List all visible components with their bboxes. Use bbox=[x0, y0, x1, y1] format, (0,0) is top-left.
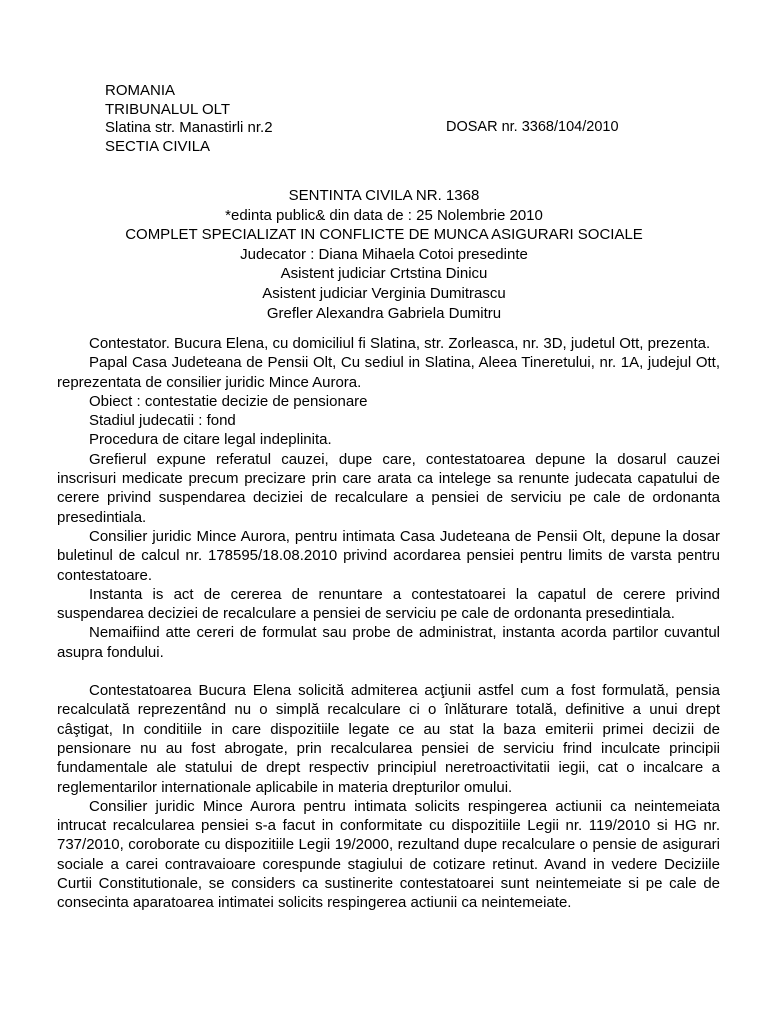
paragraph-obiect: Obiect : contestatie decizie de pensionare bbox=[89, 392, 368, 410]
paragraph-contestator: Contestator. Bucura Elena, cu domiciliul fi Slatina, str. Zorleasca, nr. 3D, judetul Ott, prezenta. bbox=[89, 335, 711, 352]
paragraph-cuvant: Nemaifiind atte cereri de formulat sau probe de administrat, instanta acorda partilor cuvantul asupra fondului. bbox=[57, 624, 720, 661]
session-date: *edinta public& din data de : 25 Nolembrie 2010 bbox=[225, 206, 543, 224]
paragraph-consilier-dosar: Consilier juridic Mince Aurora, pentru intimata Casa Judeteana de Pensii Olt, depune la dosar buletinul de calcul nr. 178595/18.08.2010 privind acordarea pensiei pentru limits de varsta pentru contestatoare. bbox=[57, 527, 720, 584]
court-address: Slatina str. Manastirli nr.2 bbox=[105, 119, 273, 136]
court-name: TRIBUNALUL OLT bbox=[105, 100, 231, 118]
country-name: ROMANIA bbox=[105, 82, 176, 99]
paragraph-procedura: Procedura de citare legal indeplinita. bbox=[89, 431, 332, 449]
assistant-judge-2: Asistent judiciar Verginia Dumitrascu bbox=[262, 284, 506, 302]
judgment-title-block bbox=[0, 186, 768, 323]
court-header bbox=[105, 82, 273, 156]
paragraph-stadiu: Stadiul judecatii : fond bbox=[89, 412, 236, 430]
judgment-body bbox=[57, 334, 720, 913]
paragraph-contestatoare-sustineri: Contestatoarea Bucura Elena solicită admiterea acţiunii astfel cum a fost formulată, pensia recalculată reprezentând nu o simplă recalculare ci o înlăturare totală, definitive a unui drept câştigat, In conditiile in care dispozitiile legate ce au stat la baza emiterii primei decizii de pensionare nu au fost abrogate, prin recalcularea pensiei de serviciu frind inculcate principii fundamentale ale statului de drept respectiv principiul neretroactivitatii iegii, cat o incalcare a reglementarilor internationale aplicabile in materia drepturilor omului. bbox=[57, 682, 720, 796]
clerk-name: Grefler Alexandra Gabriela Dumitru bbox=[266, 304, 502, 322]
paragraph-instanta: Instanta is act de cererea de renuntare a contestatoarei la capatul de cerere privind suspendarea deciziei de recalculare a pensiei de serviciu pe cale de ordonanta presedintiala. bbox=[57, 585, 720, 623]
paragraph-referat: Grefierul expune referatul cauzei, dupe care, contestatoarea depune la dosarul cauzei inscrisuri medicate precum precizare prin care arata ca intelege sa renunte judecata capatului de cerere privind suspendarea deciziei de recalculare a pensiei de serviciu pe cale de ordonanta presedintiala. bbox=[57, 450, 720, 526]
case-file-number: DOSAR nr. 3368/104/2010 bbox=[446, 119, 619, 135]
court-section: SECTIA CIVILA bbox=[105, 137, 211, 155]
paragraph-intimata: Papal Casa Judeteana de Pensii Olt, Cu sediul in Slatina, Aleea Tineretului, nr. 1A, judejul Ott, reprezentata de consilier juridic Mince Aurora. bbox=[57, 354, 720, 391]
judgment-number: SENTINTA CIVILA NR. 1368 bbox=[288, 187, 480, 204]
paragraph-intimata-sustineri: Consilier juridic Mince Aurora pentru intimata solicits respingerea actiunii ca neintemeiata intrucat recalcularea pensiei s-a facut in conformitate cu dispozitiile Legii nr. 119/2010 si HG nr. 737/2010, coroborate cu dispozitiile Legii 19/2000, rezultand dupe recalculare o pensie de asigurari sociale a carei contravaioare corespunde stagiului de cotizare retinut. Avand in vedere Deciziile Curtii Constitutionale, se considers ca sustinerite contestatoarei sunt neintemeiate si pe cale de consecinta aparatoarea intimatei solicits respingerea actiunii ca neintemeiate. bbox=[57, 797, 720, 912]
panel-name: COMPLET SPECIALIZAT IN CONFLICTE DE MUNCA ASIGURARI SOCIALE bbox=[125, 226, 643, 244]
judge-name: Judecator : Diana Mihaela Cotoi presedinte bbox=[240, 245, 528, 263]
assistant-judge-1: Asistent judiciar Crtstina Dinicu bbox=[280, 265, 488, 283]
